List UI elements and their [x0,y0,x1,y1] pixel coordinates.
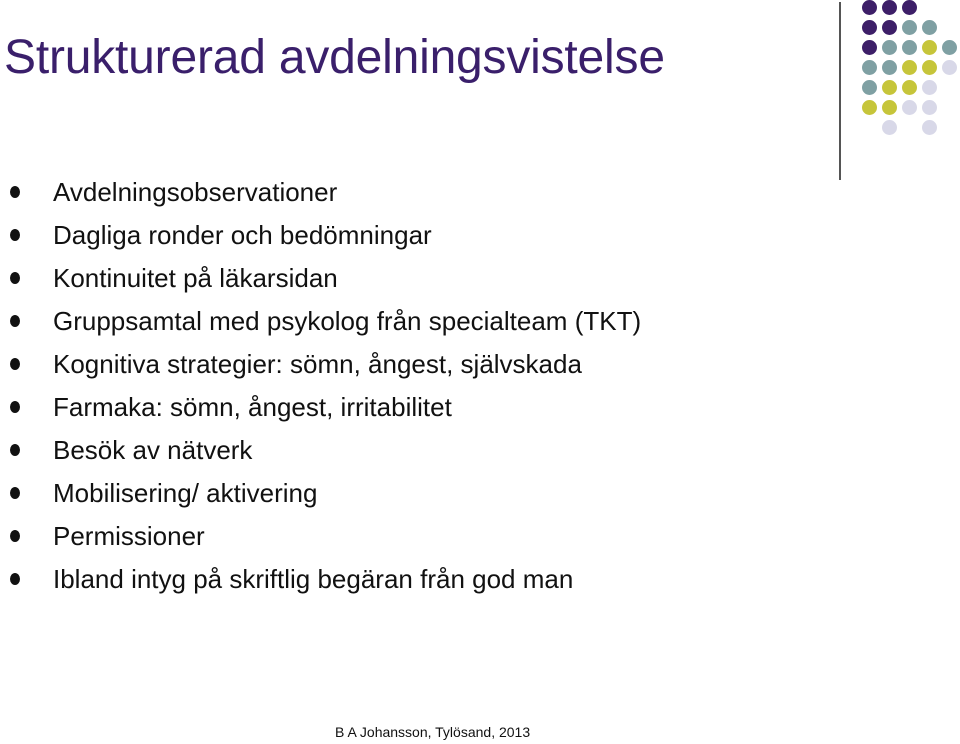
dot-teal [902,40,917,55]
dot-purple [882,20,897,35]
dot-purple [862,40,877,55]
bullet-item [0,343,641,386]
bullet-dot-icon [10,530,20,542]
dot-purple [862,0,877,15]
bullet-text: Kontinuitet på läkarsidan [53,263,338,293]
bullet-text: Mobilisering/ aktivering [53,478,318,508]
bullet-text: Farmaka: sömn, ångest, irritabilitet [53,392,452,422]
bullet-item [0,171,641,214]
dot-olive [922,40,937,55]
bullet-text: Gruppsamtal med psykolog från specialteam (TKT) [53,306,642,336]
bullet-text: Ibland intyg på skriftlig begäran från god man [53,564,574,594]
bullet-list [0,171,641,601]
bullet-item [0,300,641,343]
dot-purple [862,20,877,35]
dot-teal [942,40,957,55]
dot-teal [862,60,877,75]
dot-olive [862,100,877,115]
bullet-text: Besök av nätverk [53,435,253,465]
dot-purple [882,0,897,15]
dot-olive [882,100,897,115]
dot-teal [882,40,897,55]
bullet-dot-icon [10,229,20,241]
dot-teal [862,80,877,95]
dot-lavender [922,100,937,115]
divider-line [839,2,841,180]
dot-purple [902,0,917,15]
dot-teal [922,20,937,35]
dot-lavender [902,100,917,115]
dot-olive [902,60,917,75]
bullet-dot-icon [10,573,20,585]
bullet-text: Dagliga ronder och bedömningar [53,220,432,250]
dot-lavender [922,120,937,135]
slide-title: Strukturerad avdelningsvistelse [4,31,665,84]
dot-teal [902,20,917,35]
dot-lavender [922,80,937,95]
bullet-item [0,214,641,257]
bullet-item [0,386,641,429]
dot-lavender [942,60,957,75]
bullet-dot-icon [10,315,20,327]
dot-olive [922,60,937,75]
footer-credit: B A Johansson, Tylösand, 2013 [335,724,531,740]
dot-olive [882,80,897,95]
bullet-dot-icon [10,487,20,499]
dot-teal [882,60,897,75]
bullet-text: Permissioner [53,521,205,551]
bullet-item [0,429,641,472]
dot-lavender [882,120,897,135]
dot-olive [902,80,917,95]
bullet-dot-icon [10,272,20,284]
bullet-dot-icon [10,358,20,370]
bullet-item [0,558,641,601]
bullet-dot-icon [10,401,20,413]
bullet-dot-icon [10,444,20,456]
bullet-item [0,257,641,300]
bullet-item [0,472,641,515]
bullet-item [0,515,641,558]
bullet-text: Kognitiva strategier: sömn, ångest, självskada [53,349,582,379]
bullet-dot-icon [10,186,20,198]
bullet-text: Avdelningsobservationer [53,177,338,207]
